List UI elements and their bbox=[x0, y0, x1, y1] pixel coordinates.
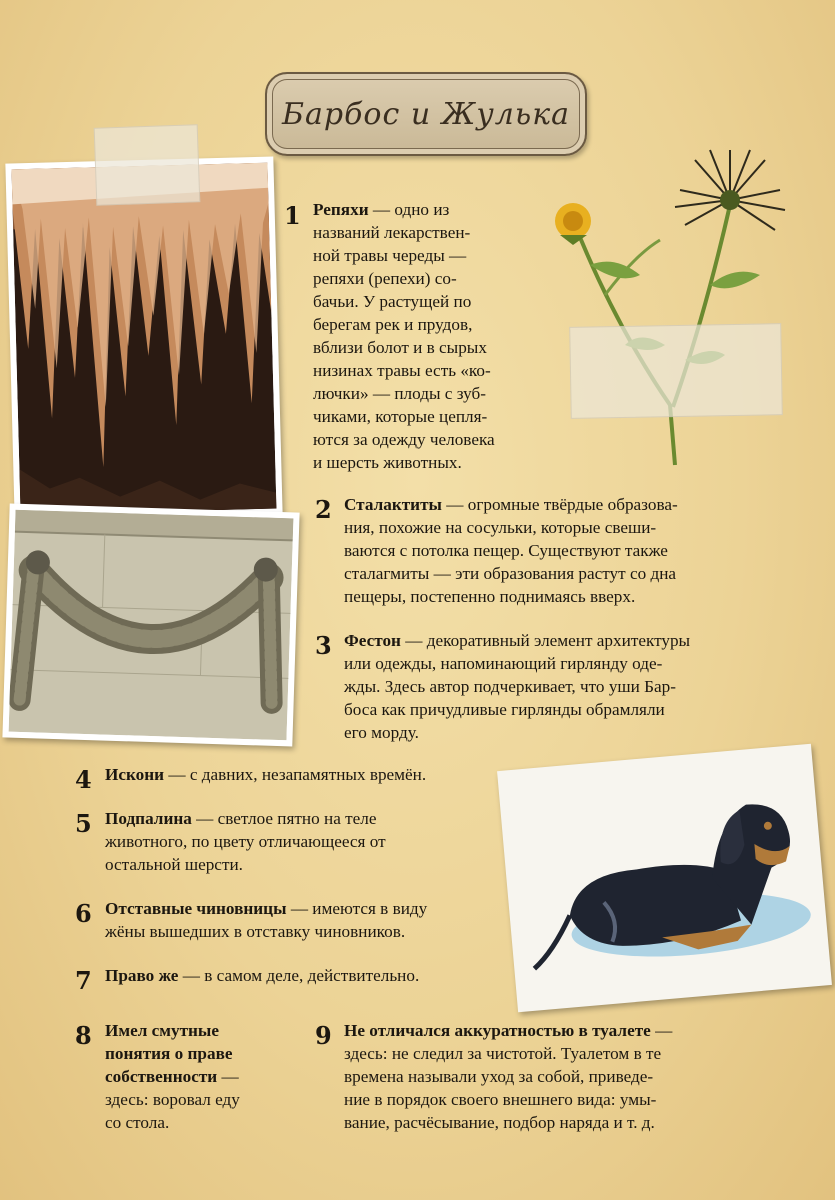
plant-icon bbox=[545, 145, 795, 470]
note-line: жёны вышедших в отставку чиновников. bbox=[105, 922, 406, 941]
note-7 bbox=[105, 964, 419, 987]
note-line: ния, похожие на сосульки, которые свеши- bbox=[344, 518, 657, 537]
note-2 bbox=[344, 493, 678, 608]
note-line: вание, расчёсывание, подбор наряда и т. д. bbox=[344, 1113, 655, 1132]
note-term: Не отличался аккуратностью в туалете bbox=[344, 1021, 651, 1040]
note-term: Искони bbox=[105, 765, 165, 784]
note-line: берегам рек и прудов, bbox=[313, 315, 473, 334]
note-line: ние в порядок своего внешнего вида: умы- bbox=[344, 1090, 657, 1109]
note-line: сталагмиты — эти образования растут со дна bbox=[344, 564, 677, 583]
note-line: низинах травы есть «ко- bbox=[313, 361, 491, 380]
dachshund-watercolor-illustration bbox=[497, 744, 832, 1013]
note-9 bbox=[344, 1019, 672, 1134]
note-line bbox=[105, 807, 386, 830]
page-title: Барбос и Жулька bbox=[281, 96, 571, 132]
note-text: — bbox=[217, 1067, 239, 1086]
note-line: со стола. bbox=[105, 1113, 170, 1132]
note-line bbox=[344, 629, 690, 652]
note-line: ваются с потолка пещер. Существуют также bbox=[344, 541, 668, 560]
note-term: понятия о праве bbox=[105, 1044, 233, 1063]
note-term: Репяхи bbox=[313, 200, 369, 219]
note-number: 5 bbox=[75, 809, 92, 838]
note-text: — одно из bbox=[368, 200, 450, 219]
note-line bbox=[105, 897, 427, 920]
note-line: чиками, которые цепля- bbox=[313, 407, 488, 426]
note-4 bbox=[105, 763, 426, 786]
note-line: остальной шерсти. bbox=[105, 855, 243, 874]
note-line: и шерсть животных. bbox=[313, 453, 462, 472]
note-term: Сталактиты bbox=[344, 495, 442, 514]
note-line: здесь: не следил за чистотой. Туалетом в те bbox=[344, 1044, 662, 1063]
note-text: — светлое пятно на теле bbox=[191, 809, 377, 828]
note-term: Право же bbox=[105, 966, 179, 985]
festoon-image-icon bbox=[9, 510, 294, 741]
note-line: боса как причудливые гирлянды обрамляли bbox=[344, 700, 665, 719]
note-line bbox=[105, 964, 419, 987]
note-6 bbox=[105, 897, 427, 943]
note-text: — bbox=[650, 1021, 673, 1040]
cave-image-icon bbox=[12, 163, 277, 516]
note-line bbox=[344, 493, 678, 516]
note-line: ной травы череды — bbox=[313, 246, 467, 265]
festoon-relief-photo bbox=[2, 504, 299, 747]
note-text: — декоративный элемент архитектуры bbox=[400, 631, 691, 650]
note-line: репяхи (репехи) со- bbox=[313, 269, 457, 288]
note-term: собственности bbox=[105, 1067, 218, 1086]
note-number: 3 bbox=[315, 631, 332, 660]
dog-image-icon bbox=[497, 744, 832, 1013]
note-term: Имел смутные bbox=[105, 1021, 219, 1040]
note-text: — в самом деле, действительно. bbox=[178, 966, 420, 985]
note-line: времена называли уход за собой, приведе- bbox=[344, 1067, 654, 1086]
tape-strip bbox=[569, 323, 783, 419]
note-number: 9 bbox=[315, 1021, 332, 1050]
note-line: животного, по цвету отличающееся от bbox=[105, 832, 386, 851]
note-line: вблизи болот и в сырых bbox=[313, 338, 487, 357]
note-text: — имеются в виду bbox=[286, 899, 428, 918]
note-8 bbox=[105, 1019, 240, 1134]
note-line bbox=[313, 198, 495, 221]
note-line bbox=[344, 1019, 672, 1042]
note-line: бачьи. У растущей по bbox=[313, 292, 472, 311]
note-line: лючки» — плоды с зуб- bbox=[313, 384, 486, 403]
note-line: здесь: воровал еду bbox=[105, 1090, 240, 1109]
note-number: 4 bbox=[75, 765, 92, 794]
note-line: пещеры, постепенно поднимаясь вверх. bbox=[344, 587, 636, 606]
title-plaque bbox=[265, 72, 587, 156]
bur-marigold-plant-illustration bbox=[545, 145, 795, 470]
yellow-flower-icon bbox=[555, 203, 591, 245]
note-text: — огромные твёрдые образова- bbox=[441, 495, 678, 514]
note-term: Отставные чиновницы bbox=[105, 899, 287, 918]
note-text: — с давних, незапамятных времён. bbox=[164, 765, 427, 784]
note-line: его морду. bbox=[344, 723, 419, 742]
note-line: жды. Здесь автор подчеркивает, что уши Бар- bbox=[344, 677, 676, 696]
note-3 bbox=[344, 629, 690, 744]
note-number: 1 bbox=[284, 201, 301, 230]
note-number: 2 bbox=[315, 495, 332, 524]
seed-head-icon bbox=[675, 150, 785, 230]
note-number: 8 bbox=[75, 1021, 92, 1050]
stalactite-cave-photo bbox=[5, 157, 282, 522]
note-5 bbox=[105, 807, 386, 876]
note-line: названий лекарствен- bbox=[313, 223, 471, 242]
note-number: 7 bbox=[75, 966, 92, 995]
note-number: 6 bbox=[75, 899, 92, 928]
note-line: ются за одежду человека bbox=[313, 430, 495, 449]
tape-strip bbox=[94, 124, 201, 206]
note-line bbox=[105, 1065, 240, 1088]
note-line bbox=[105, 763, 426, 786]
note-line: или одежды, напоминающий гирлянду оде- bbox=[344, 654, 663, 673]
note-term: Фестон bbox=[344, 631, 401, 650]
note-1 bbox=[313, 198, 495, 474]
note-term: Подпалина bbox=[105, 809, 192, 828]
